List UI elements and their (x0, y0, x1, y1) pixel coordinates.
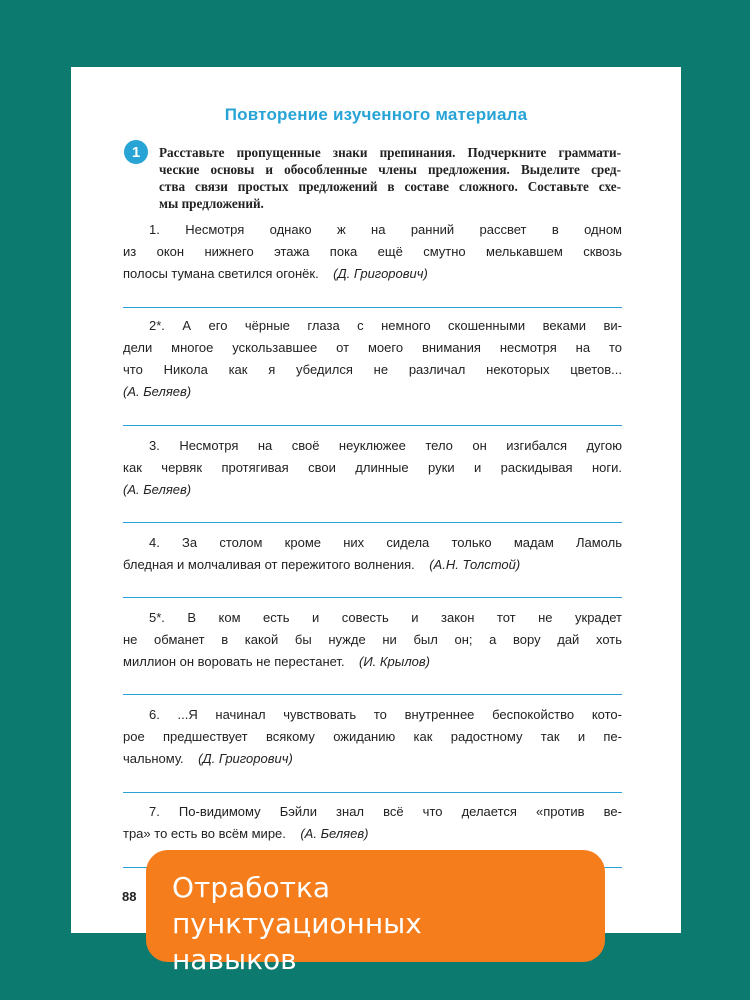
exercise-line: как червяк протягивая свои длинные руки и раскидывая ноги. (123, 460, 622, 475)
answer-line (123, 694, 622, 695)
promo-banner (146, 850, 605, 976)
exercise-line: 3. Несмотря на своё неуклюжее тело он изгибался дугою (149, 438, 622, 453)
exercise-5 (123, 607, 622, 673)
exercise-line: 2*. А его чёрные глаза с немного скошенными веками ви- (149, 318, 622, 333)
exercise-line: 4. За столом кроме них сидела только мадам Ламоль (149, 535, 622, 550)
exercise-2 (123, 315, 622, 403)
exercise-author: (А. Беляев) (300, 826, 369, 841)
exercise-line: 1. Несмотря однако ж на ранний рассвет в одном (149, 222, 622, 237)
exercise-6 (123, 704, 622, 770)
answer-line (123, 307, 622, 308)
answer-line (123, 792, 622, 793)
answer-line (123, 522, 622, 523)
banner-line: навыков (172, 943, 297, 976)
exercise-4 (123, 532, 622, 576)
exercise-7 (123, 801, 622, 845)
exercise-line: бледная и молчаливая от пережитого волнения. (123, 557, 415, 572)
instruction-line: ства связи простых предложений в составе сложного. Составьте схе- (159, 179, 621, 194)
exercise-3 (123, 435, 622, 501)
instruction-line: Расставьте пропущенные знаки препинания. Подчеркните граммати- (159, 145, 621, 160)
exercise-1 (123, 219, 622, 285)
answer-line (123, 425, 622, 426)
exercise-line: полосы тумана светился огонёк. (123, 266, 319, 281)
workbook-page (71, 67, 681, 933)
exercise-author: (И. Крылов) (359, 654, 431, 669)
instruction-line: ческие основы и обособленные члены предложения. Выделите сред- (159, 162, 621, 177)
exercise-line: чальному. (123, 751, 184, 766)
page-number: 88 (122, 889, 137, 904)
exercise-author: (А.Н. Толстой) (429, 557, 521, 572)
exercise-line: миллион он воровать не перестанет. (123, 654, 345, 669)
exercise-author: (А. Беляев) (123, 384, 192, 399)
exercise-author: (Д. Григорович) (198, 751, 293, 766)
exercise-author: (А. Беляев) (123, 482, 192, 497)
exercise-line: 6. ...Я начинал чувствовать то внутреннее беспокойство кото- (149, 707, 622, 722)
exercise-line: не обманет в какой бы нужде ни был он; а вору дай хоть (123, 632, 622, 647)
exercise-line: дели многое ускользавшее от моего внимания несмотря на то (123, 340, 622, 355)
instruction-line: мы предложений. (159, 196, 264, 211)
page-title: Повторение изученного материала (224, 105, 528, 124)
exercise-line: 7. По-видимому Бэйли знал всё что делается «против ве- (149, 804, 622, 819)
exercise-line: тра» то есть во всём мире. (123, 826, 286, 841)
exercise-line: что Никола как я убедился не различал некоторых цветов... (123, 362, 622, 377)
banner-line: Отработка пунктуационных (172, 871, 422, 940)
exercise-author: (Д. Григорович) (333, 266, 428, 281)
exercise-line: из окон нижнего этажа пока ещё смутно мелькавшем сквозь (123, 244, 622, 259)
answer-line (123, 597, 622, 598)
task-number-badge: 1 (124, 140, 148, 164)
task-instruction (159, 144, 621, 212)
exercise-line: 5*. В ком есть и совесть и закон тот не украдет (149, 610, 622, 625)
exercise-line: рое предшествует всякому ожиданию как радостному так и пе- (123, 729, 622, 744)
